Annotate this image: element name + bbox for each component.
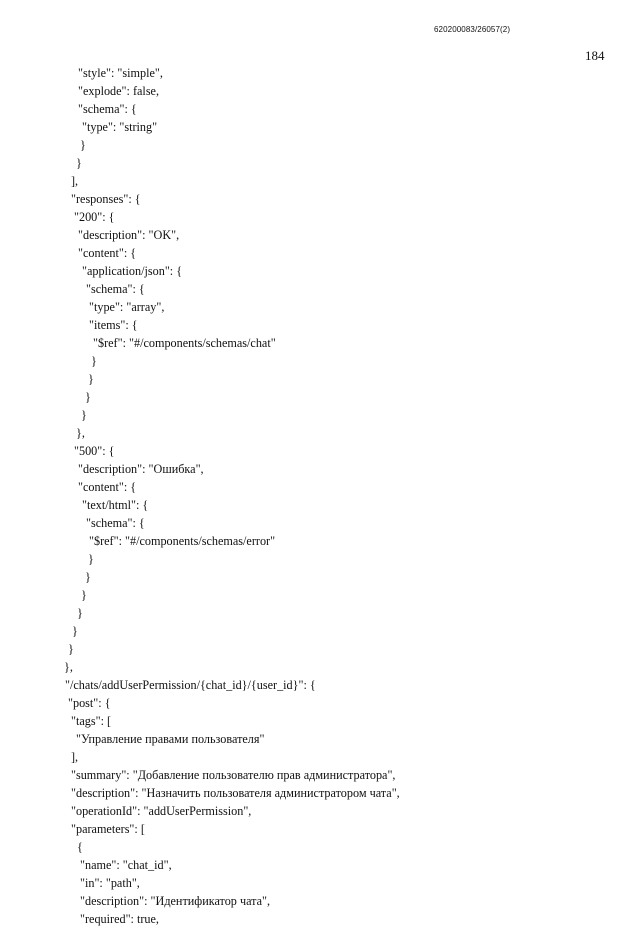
code-line: "explode": false, <box>78 84 160 98</box>
code-line: } <box>81 588 87 602</box>
code-line: "items": { <box>89 318 138 332</box>
code-line: "$ref": "#/components/schemas/error" <box>89 534 276 548</box>
code-line: } <box>80 138 86 152</box>
code-line: "/chats/addUserPermission/{chat_id}/{user_id}": { <box>65 678 316 692</box>
code-line: ], <box>71 174 79 188</box>
code-line: } <box>88 552 94 566</box>
code-line: "Управление правами пользователя" <box>76 732 265 746</box>
code-line: "schema": { <box>86 516 145 530</box>
code-line: "responses": { <box>71 192 141 206</box>
code-line: "required": true, <box>80 912 159 926</box>
code-line: } <box>81 408 87 422</box>
code-line: "content": { <box>78 246 137 260</box>
code-line: "content": { <box>78 480 137 494</box>
code-line: }, <box>76 426 85 440</box>
code-line: "type": "array", <box>89 300 165 314</box>
code-line: "parameters": [ <box>71 822 145 836</box>
code-line: "$ref": "#/components/schemas/chat" <box>93 336 276 350</box>
code-line: "description": "OK", <box>78 228 180 242</box>
code-line: "operationId": "addUserPermission", <box>71 804 252 818</box>
code-line: } <box>91 354 97 368</box>
code-line: ], <box>71 750 79 764</box>
code-line: } <box>85 570 91 584</box>
code-line: "schema": { <box>78 102 137 116</box>
code-line: "text/html": { <box>82 498 149 512</box>
code-line: "schema": { <box>86 282 145 296</box>
code-line: } <box>76 156 82 170</box>
code-line: "application/json": { <box>82 264 183 278</box>
code-line: "in": "path", <box>80 876 140 890</box>
code-line: "description": "Идентификатор чата", <box>80 894 271 908</box>
document-id: 620200083/26057(2) <box>434 25 511 34</box>
code-line: "description": "Ошибка", <box>78 462 204 476</box>
code-line: } <box>77 606 83 620</box>
page-number: 184 <box>585 48 605 63</box>
code-line: "500": { <box>74 444 115 458</box>
code-line: { <box>77 840 83 854</box>
code-line: } <box>68 642 74 656</box>
code-line: } <box>85 390 91 404</box>
code-line: "name": "chat_id", <box>80 858 172 872</box>
code-line: "description": "Назначить пользователя администратором чата", <box>71 786 400 800</box>
code-line: "tags": [ <box>71 714 112 728</box>
code-line: "type": "string" <box>82 120 158 134</box>
code-line: "style": "simple", <box>78 66 163 80</box>
code-line: } <box>88 372 94 386</box>
code-line: }, <box>64 660 73 674</box>
code-line: "post": { <box>68 696 111 710</box>
code-line: } <box>72 624 78 638</box>
code-line: "summary": "Добавление пользователю прав администратора", <box>71 768 396 782</box>
code-line: "200": { <box>74 210 115 224</box>
